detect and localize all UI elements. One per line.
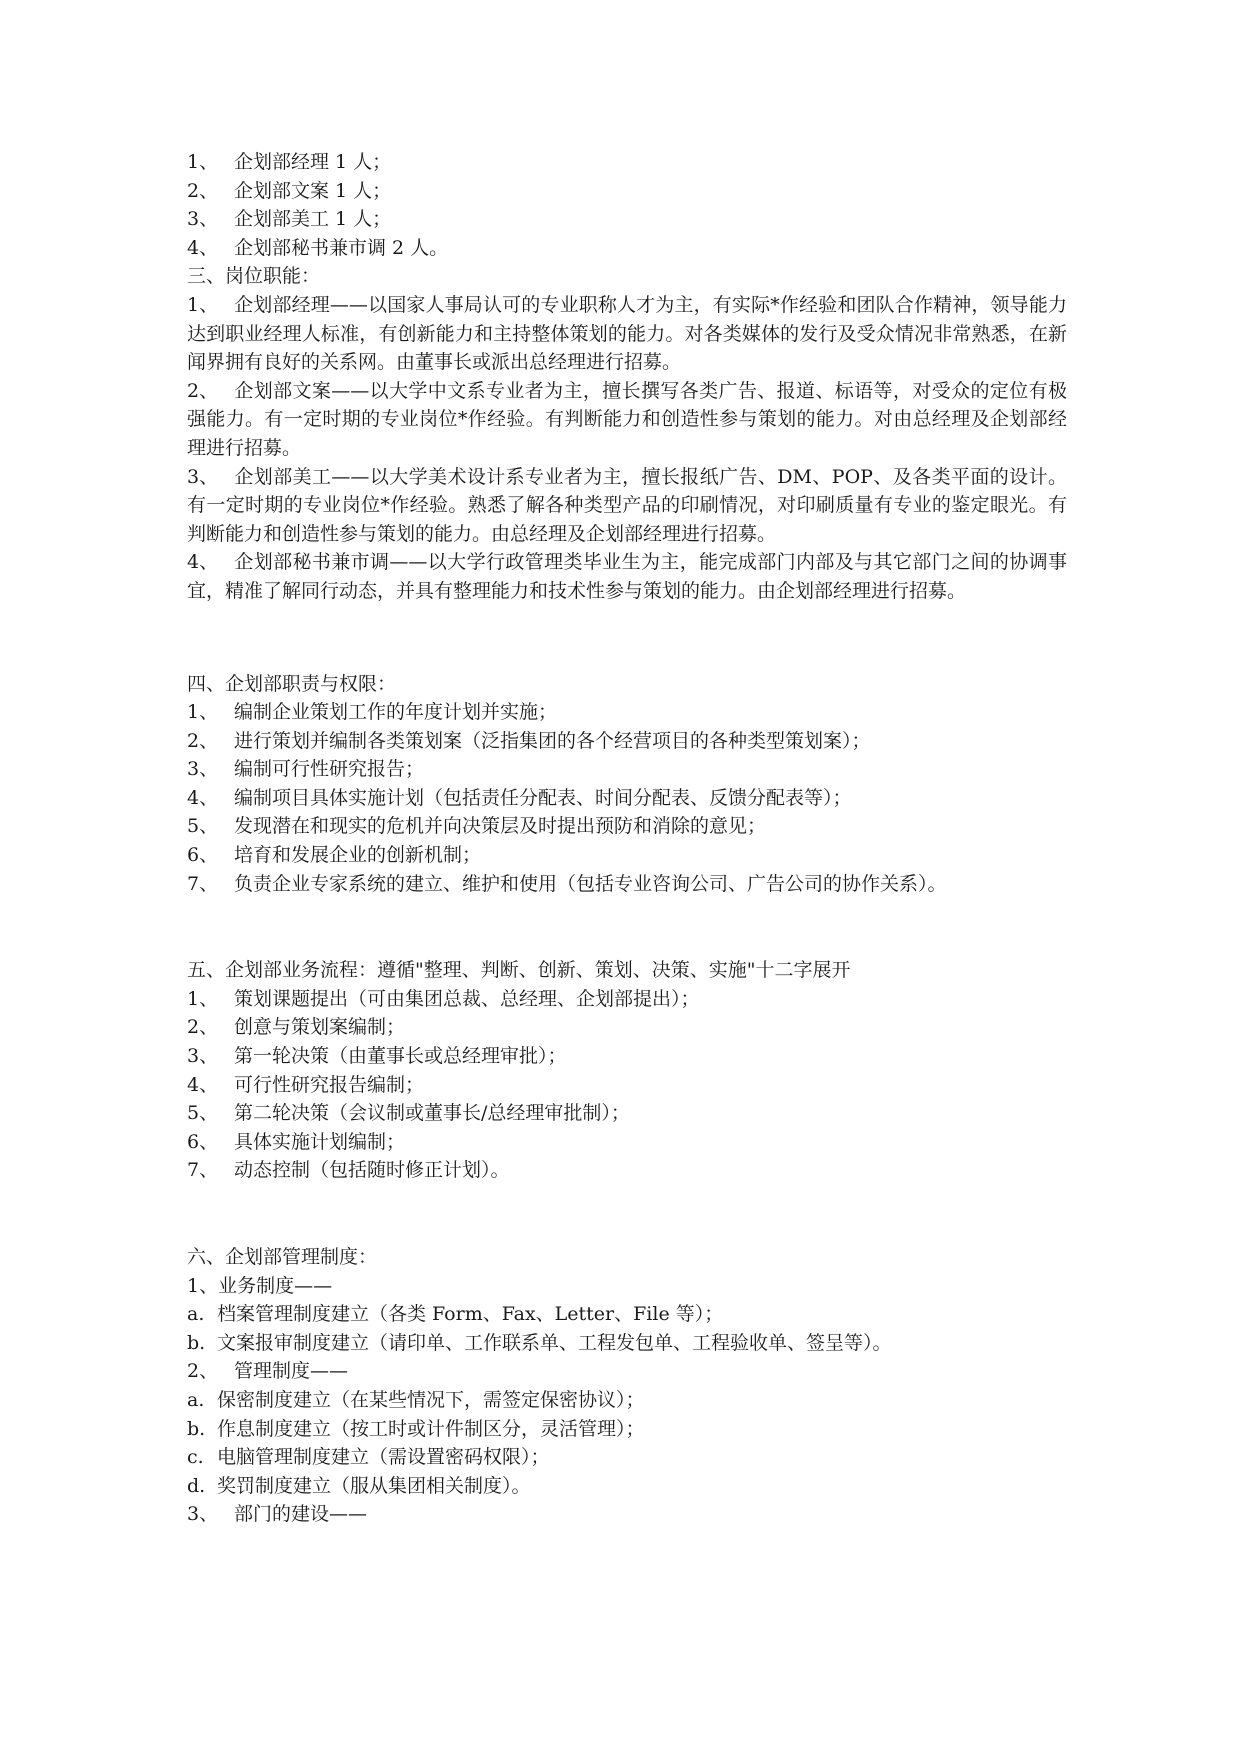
list-item: 1、 策划课题提出（可由集团总裁、总经理、企划部提出）；: [187, 987, 700, 1010]
list-item: 2、 企划部文案——以大学中文系专业者为主，擅长撰写各类广告、报道、标语等，对受众的定位有极强能力。有一定时期的专业岗位*作经验。有判断能力和创造性参与策划的能力。对由总经理及企划部经理进行招募。: [187, 379, 1067, 459]
list-item: 1、 企划部经理 1 人；: [187, 151, 392, 173]
list-item: 3、 企划部美工 1 人；: [187, 208, 392, 231]
list-item: 1、 编制企业策划工作的年度计划并实施；: [187, 701, 558, 724]
list-item: 2、 创意与策划案编制；: [187, 1016, 406, 1039]
list-item: 2、 企划部文案 1 人；: [187, 179, 392, 202]
section-heading: 三、岗位职能：: [187, 265, 321, 288]
list-item: b. 文案报审制度建立（请印单、工作联系单、工程发包单、工程验收单、签呈等）。: [187, 1331, 892, 1354]
list-item: 3、 企划部美工——以大学美术设计系专业者为主，擅长报纸广告、DM、POP、及各类平面的设计。有一定时期的专业岗位*作经验。熟悉了解各种类型产品的印刷情况，对印刷质量有专业的鉴定眼光。有判断能力和创造性参与策划的能力。由总经理及企划部经理进行招募。: [187, 465, 1067, 545]
sub-heading: 2、 管理制度——: [187, 1360, 349, 1383]
list-item: 4、 企划部秘书兼市调——以大学行政管理类毕业生为主，能完成部门内部及与其它部门之间的协调事宜，精准了解同行动态，并具有整理能力和技术性参与策划的能力。由企划部经理进行招募。: [187, 551, 1067, 602]
spacer: [187, 606, 1067, 670]
document-body: [187, 148, 1067, 1529]
list-item: 7、 动态控制（包括随时修正计划）。: [187, 1159, 510, 1182]
list-item: b. 作息制度建立（按工时或计件制区分，灵活管理）；: [187, 1417, 645, 1440]
list-item: 3、 编制可行性研究报告；: [187, 758, 425, 781]
list-item: a. 档案管理制度建立（各类 Form、Fax、Letter、File 等）；: [187, 1303, 724, 1326]
sub-heading: 3、 部门的建设——: [187, 1503, 368, 1526]
list-item: 5、 第二轮决策（会议制或董事长/总经理审批制）；: [187, 1102, 630, 1125]
list-item: 4、 可行性研究报告编制；: [187, 1073, 425, 1096]
list-item: a. 保密制度建立（在某些情况下，需签定保密协议）；: [187, 1388, 645, 1411]
spacer: [187, 1185, 1067, 1243]
list-item: d. 奖罚制度建立（服从集团相关制度）。: [187, 1474, 531, 1497]
list-item: 6、 培育和发展企业的创新机制；: [187, 844, 482, 867]
list-item: 3、 第一轮决策（由董事长或总经理审批）；: [187, 1045, 567, 1068]
spacer: [187, 898, 1067, 956]
sub-heading: 1、业务制度——: [187, 1274, 333, 1297]
list-item: 7、 负责企业专家系统的建立、维护和使用（包括专业咨询公司、广告公司的协作关系）。: [187, 872, 947, 895]
list-item: 1、 企划部经理——以国家人事局认可的专业职称人才为主，有实际*作经验和团队合作精神，领导能力达到职业经理人标准，有创新能力和主持整体策划的能力。对各类媒体的发行及受众情况非常熟悉，在新闻界拥有良好的关系网。由董事长或派出总经理进行招募。: [187, 293, 1067, 374]
section-heading: 六、企划部管理制度：: [187, 1246, 378, 1268]
list-item: 2、 进行策划并编制各类策划案（泛指集团的各个经营项目的各种类型策划案）；: [187, 729, 871, 752]
list-item: c. 电脑管理制度建立（需设置密码权限）；: [187, 1446, 550, 1469]
section-heading: 四、企划部职责与权限：: [187, 672, 397, 695]
section-heading: 五、企划部业务流程：遵循"整理、判断、创新、策划、决策、实施"十二字展开: [187, 959, 851, 982]
list-item: 5、 发现潜在和现实的危机并向决策层及时提出预防和消除的意见；: [187, 815, 767, 838]
list-item: 6、 具体实施计划编制；: [187, 1130, 406, 1153]
list-item: 4、 企划部秘书兼市调 2 人。: [187, 236, 449, 259]
list-item: 4、 编制项目具体实施计划（包括责任分配表、时间分配表、反馈分配表等）；: [187, 786, 852, 809]
